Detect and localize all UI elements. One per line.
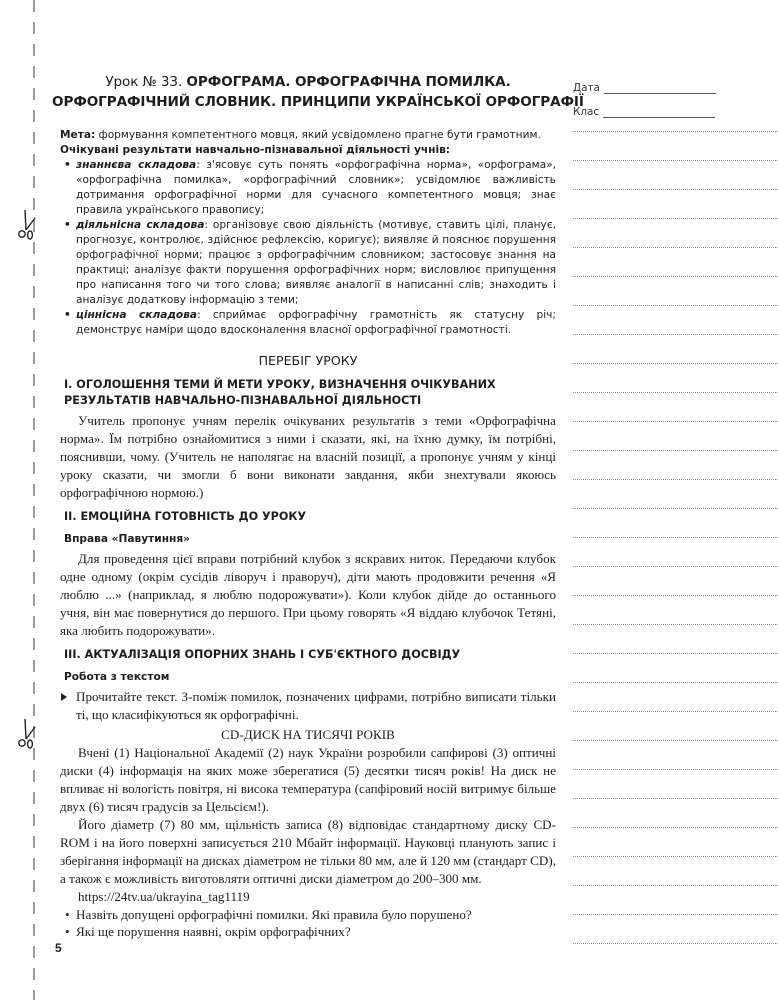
- lesson-flow-heading: ПЕРЕБІГ УРОКУ: [258, 353, 358, 368]
- item-term: знаннєва складова: [76, 159, 197, 171]
- section-1-text: Учитель пропонує учням перелік очікуваних результатів з теми «Орфографічна норма». Їм потрібно ознайомитися з ними і сказати, які, на їхню думку, їм потрібні, пояснивши, чому. (Учитель не наполягає на власній позиції, а пропонує учням у кінці уроку сказати, чи змогли б вони виконати завдання, якби знехтували якоюсь орфографічною нормою.): [60, 413, 556, 500]
- section-2-heading: ІІ. ЕМОЦІЙНА ГОТОВНІСТЬ ДО УРОКУ: [64, 510, 307, 523]
- lesson-number: Урок № 33.: [105, 74, 183, 90]
- class-field[interactable]: [573, 94, 778, 118]
- title-part-1: ОРФОГРАМА. ОРФОГРАФІЧНА ПОМИЛКА.: [186, 74, 511, 90]
- note-lines: [573, 131, 778, 972]
- note-line[interactable]: [573, 769, 778, 798]
- text-title: CD-ДИСК НА ТИСЯЧІ РОКІВ: [221, 727, 395, 742]
- note-line[interactable]: [573, 479, 778, 508]
- section-1-heading: І. ОГОЛОШЕННЯ ТЕМИ Й МЕТИ УРОКУ, ВИЗНАЧЕННЯ ОЧІКУВАНИХ РЕЗУЛЬТАТІВ НАВЧАЛЬНО-ПІЗНАВАЛЬНОЇ ДІЯЛЬНОСТІ: [64, 378, 496, 407]
- note-line[interactable]: [573, 392, 778, 421]
- note-line[interactable]: [573, 885, 778, 914]
- source-link: https://24tv.ua/ukrayina_tag1119: [78, 889, 250, 904]
- section-2-subheading: Вправа «Павутиння»: [64, 533, 190, 545]
- title-line-1: [60, 72, 556, 92]
- goals-block: [60, 128, 556, 338]
- note-line[interactable]: [573, 711, 778, 740]
- expected-results-label: Очікувані результати навчально-пізнавальної діяльності учнів:: [60, 144, 451, 156]
- item-term: ціннісна складова: [76, 309, 198, 321]
- note-line[interactable]: [573, 624, 778, 653]
- aim-label: Мета:: [60, 129, 96, 141]
- question-item: • Які ще порушення наявні, окрім орфографічних?: [60, 923, 556, 940]
- list-item: [60, 218, 556, 308]
- note-line[interactable]: [573, 189, 778, 218]
- expected-results-list: [60, 158, 556, 338]
- section-3-heading: ІІІ. АКТУАЛІЗАЦІЯ ОПОРНИХ ЗНАНЬ І СУБ'ЄКТНОГО ДОСВІДУ: [64, 648, 461, 661]
- note-line[interactable]: [573, 595, 778, 624]
- note-line[interactable]: [573, 131, 778, 160]
- text-paragraph-1: Вчені (1) Національної Академії (2) наук України розробили сапфирові (3) оптичні диски (4) інформація на яких може зберегатися (5) десятки тисяч років! На диск не впливає ні вологість повітря, ні висока температура (сапфіровий носій витримує більше двух (6) тисяч градусів за Цельсієм!).: [60, 745, 556, 814]
- date-field[interactable]: [573, 70, 778, 94]
- note-line[interactable]: [573, 566, 778, 595]
- note-line[interactable]: [573, 218, 778, 247]
- note-line[interactable]: [573, 334, 778, 363]
- note-line[interactable]: [573, 363, 778, 392]
- task-text: Прочитайте текст. З-поміж помилок, позначених цифрами, потрібно виписати тільки ті, що класифікуються як орфографічні.: [76, 689, 556, 722]
- list-item: [60, 308, 556, 338]
- aim: [60, 128, 556, 143]
- note-line[interactable]: [573, 943, 778, 972]
- note-line[interactable]: [573, 740, 778, 769]
- note-line[interactable]: [573, 827, 778, 856]
- questions-list: [60, 906, 556, 940]
- section-3-subheading: Робота з текстом: [64, 671, 170, 683]
- note-line[interactable]: [573, 508, 778, 537]
- aim-text: формування компетентного мовця, який усвідомлено прагне бути грамотним.: [95, 129, 541, 141]
- page-number: 5: [55, 941, 62, 955]
- note-line[interactable]: [573, 247, 778, 276]
- class-line[interactable]: [603, 107, 715, 118]
- triangle-bullet-icon: [61, 693, 67, 701]
- title-line-2: ОРФОГРАФІЧНИЙ СЛОВНИК. ПРИНЦИПИ УКРАЇНСЬКОЇ ОРФОГРАФІЇ: [52, 94, 584, 110]
- note-line[interactable]: [573, 160, 778, 189]
- note-line[interactable]: [573, 421, 778, 450]
- note-line[interactable]: [573, 914, 778, 943]
- scissors-icon: [14, 208, 40, 242]
- cut-line: [31, 0, 37, 1000]
- item-term: діяльнісна складова: [76, 219, 205, 231]
- page-title: [52, 72, 584, 112]
- scissors-icon: [14, 717, 40, 751]
- note-line[interactable]: [573, 856, 778, 885]
- note-line[interactable]: [573, 798, 778, 827]
- task: [60, 688, 556, 724]
- note-line[interactable]: [573, 653, 778, 682]
- note-line[interactable]: [573, 682, 778, 711]
- item-text: : сприймає орфографічну грамотність як статусну річ; демонструє наміри щодо вдосконалення власної орфографічної грамотності.: [76, 309, 556, 336]
- date-label: Дата: [573, 82, 600, 94]
- class-label: Клас: [573, 106, 600, 118]
- side-column: [573, 70, 778, 118]
- item-text: : з'ясовує суть понять «орфографічна норма», «орфограма», «орфографічна помилка», «орфографічний словник»; усвідомлює важливість дотримання орфографічної норми для сучасного компетентного мовця; знає правила українського правопису;: [76, 159, 556, 216]
- item-text: : організовує свою діяльність (мотивує, ставить цілі, планує, прогнозує, контролює, здійснює рефлексію, коригує); виявляє й пояснює порушення орфографічної норми; працює з орфографічним словником; застосовує знання на практиці; аналізує факти порушення орфографічних норм; висловлює припущення про написання того чи того слова; виявляє аналогії в написанні слів; знаходить і аналізує додаткову інформацію з теми;: [76, 219, 557, 306]
- section-2-text: Для проведення цієї вправи потрібний клубок з яскравих ниток. Передаючи клубок одне одному (окрім сусідів ліворуч і праворуч), діти мають продовжити речення «Я люблю ...» (наприклад, я люблю подорожувати»). Коли клубок дійде до останнього учня, він має повернутися до першого. При цьому говорять «Я віддаю клубочок Тетяні, яка любить подорожувати».: [60, 551, 556, 638]
- note-line[interactable]: [573, 276, 778, 305]
- note-line[interactable]: [573, 450, 778, 479]
- question-item: • Назвіть допущені орфографічні помилки. Які правила було порушено?: [60, 906, 556, 923]
- note-line[interactable]: [573, 537, 778, 566]
- list-item: [60, 158, 556, 218]
- text-paragraph-2: Його діаметр (7) 80 мм, щільність записа (8) відповідає стандартному диску CD-ROM і на його поверхні записується 210 Мбайт інформації. Науковці планують запис і зберігання інформації на дисках діаметром не тільки 80 мм, але й 120 мм (стандарт CD), а також є можливість виготовляти оптичні диски діаметром до 200–300 мм.: [60, 817, 556, 886]
- main-content: [52, 72, 584, 940]
- date-line[interactable]: [604, 83, 716, 94]
- note-line[interactable]: [573, 305, 778, 334]
